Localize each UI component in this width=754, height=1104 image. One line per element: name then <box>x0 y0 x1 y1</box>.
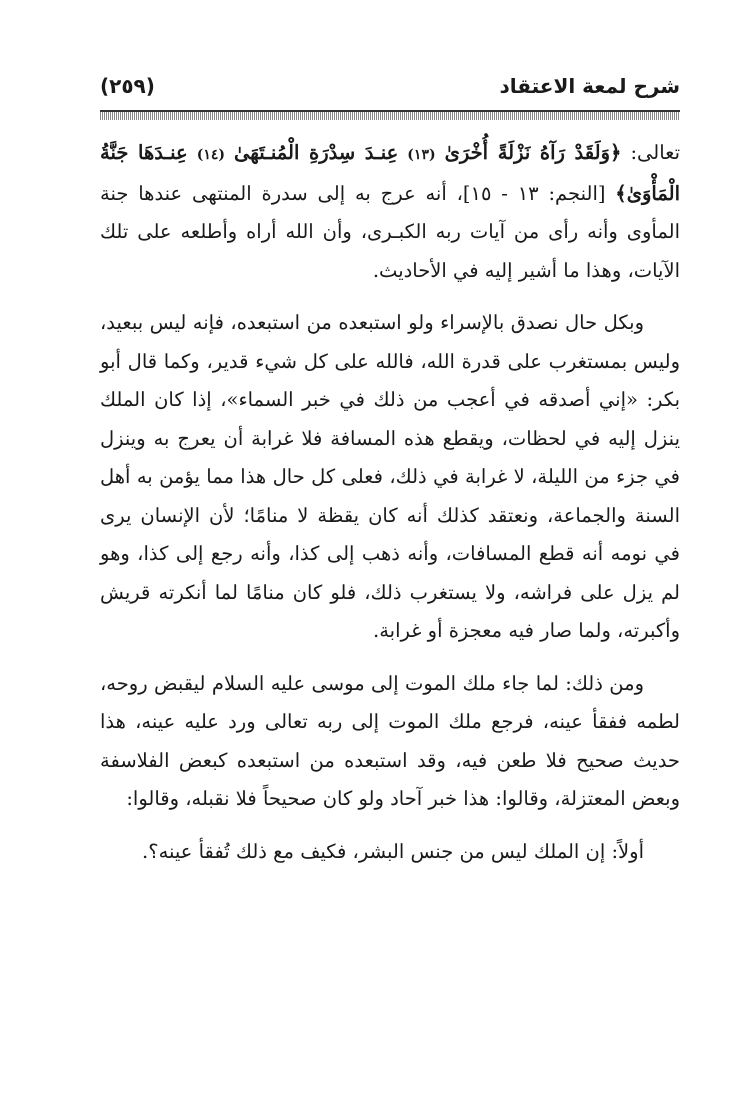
quran-close-bracket: ﴾ <box>615 181 627 205</box>
header-divider <box>100 110 680 120</box>
quran-verse-14: عِنـدَ سِدْرَةِ الْمُنـتَهَىٰ <box>234 141 399 164</box>
quran-verse-15: عِنـدَهَا جَنَّةُ الْمَأْوَىٰ <box>100 141 680 205</box>
paragraph-4: أولاً: إن الملك ليس من جنس البشر، فكيف مع ذلك تُفقأ عينه؟. <box>142 839 644 863</box>
page-body <box>100 134 680 885</box>
quran-open-bracket: ﴿ <box>610 141 622 164</box>
quran-verse-13: وَلَقَدْ رَآهُ نَزْلَةً أُخْرَىٰ <box>444 141 611 164</box>
verse-intro: تعالى: <box>621 141 681 164</box>
verse-number-14: (١٤) <box>196 147 226 163</box>
paragraph-3: ومن ذلك: لما جاء ملك الموت إلى موسى عليه السلام ليقبض روحه، لطمه ففقأ عينه، فرجع ملك الموت إلى ربه تعالى ورد عليه عينه، هذا حديث صحيح فلا طعن فيه، وقد استبعده من استبعده كبعض الفلاسفة وبعض المعتزلة، وقالوا: هذا خبر آحاد ولو كان صحيحاً فلا نقبله، وقالوا: <box>100 671 680 810</box>
page-header <box>100 72 680 106</box>
paragraph-1-rest: [النجم: ١٣ - ١٥]، أنه عرج به إلى سدرة المنتهى عندها جنة المأوى وأنه رأى من آيات ربه الكبـرى، وأن الله أراه وأطلعه على تلك الآيات، وهذا ما أشير إليه في الأحاديث. <box>100 181 680 282</box>
paragraph-1 <box>100 134 680 290</box>
paragraph-2: وبكل حال نصدق بالإسراء ولو استبعده من استبعده، فإنه ليس ببعيد، وليس بمستغرب على قدرة الله، فالله على كل شيء قدير، وكما قال أبو بكر: «إني أصدقه في أعجب من ذلك في خبر السماء»، إذا كان الملك ينزل إليه في لحظات، ويقطع هذه المسافة فلا غرابة أن يعرج به وينزل في جزء من الليلة، لا غرابة في ذلك، فعلى كل حال هذا مما يؤمن به أهل السنة والجماعة، ونعتقد كذلك أنه كان يقظة لا منامًا؛ لأن الإنسان يرى في نومه أنه قطع المسافات، وأنه ذهب إلى كذا، وأنه رجع إلى كذا، وهو لم يزل على فراشه، ولا يستغرب ذلك، فلو كان منامًا لما أنكرته قريش وأكبرته، ولما صار فيه معجزة أو غرابة. <box>100 311 680 642</box>
running-title: شرح لمعة الاعتقاد <box>499 74 680 98</box>
page-number: (٢٥٩) <box>100 74 155 98</box>
verse-number-13: (١٣) <box>407 147 436 163</box>
